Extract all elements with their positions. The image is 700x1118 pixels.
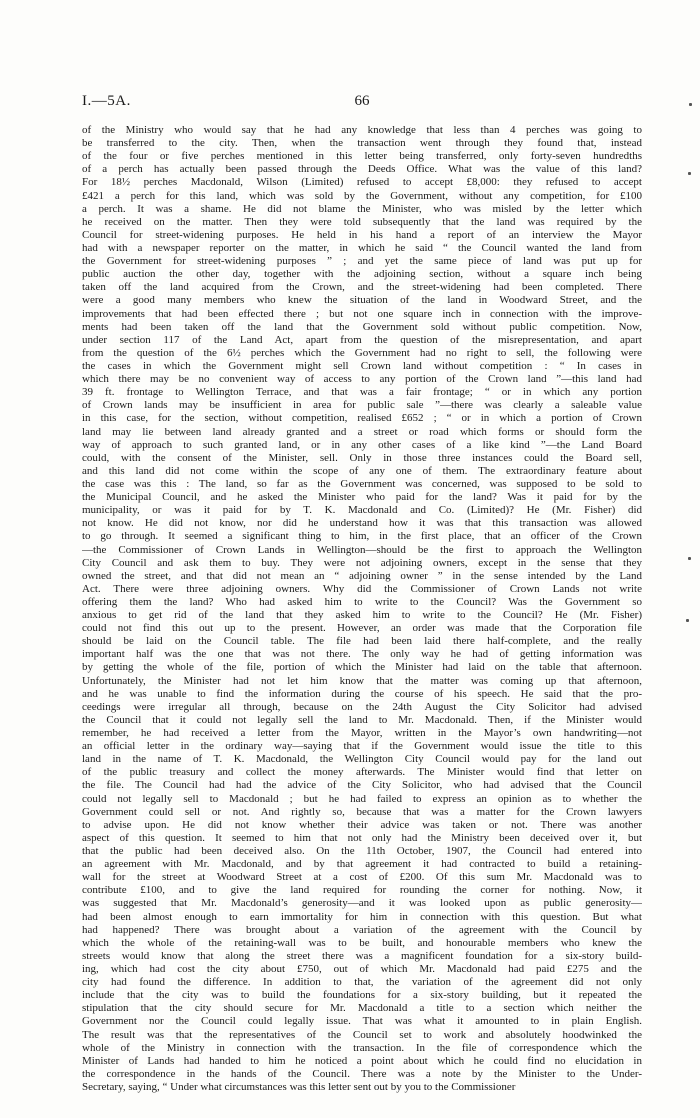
text-line: the Municipal Council, and he asked the Minister who paid for the land? Was it paid for by the bbox=[82, 491, 642, 504]
margin-mark bbox=[688, 557, 691, 560]
text-line: from the question of the 6½ perches which the Government had no right to sell, the following were bbox=[82, 346, 642, 359]
text-line: of the four or five perches mentioned in this letter being transferred, only forty-seven hundredths bbox=[82, 150, 642, 163]
text-line: owned the street, and that did not mean an “ adjoining owner ” in the sense intended by the Land bbox=[82, 569, 642, 582]
text-line: —the Commissioner of Crown Lands in Wellington—should be the first to approach the Wellington bbox=[82, 543, 642, 556]
text-line: of Crown lands may be insufficient in area for public sale ”—there was clearly a saleable value bbox=[82, 399, 642, 412]
text-line: anxious to get rid of the land that they asked him to write to the Council? He (Mr. Fisher) bbox=[82, 609, 642, 622]
text-line: municipality, or was it paid for by T. K. Macdonald and Co. (Limited)? He (Mr. Fisher) did bbox=[82, 504, 642, 517]
text-line: wall for the street at Woodward Street at a cost of £200. Of this sum Mr. Macdonald was to bbox=[82, 871, 642, 884]
text-line: he received on the matter. Then they were told subsequently that the land was required by the bbox=[82, 215, 642, 228]
text-line: ceedings were irregular all through, because on the 24th August the City Solicitor had advised bbox=[82, 700, 642, 713]
text-line: important half was the one that was not there. The only way he had of getting information was bbox=[82, 648, 642, 661]
text-line: that the public had been deceived also. On the 11th October, 1907, the Council had entered into bbox=[82, 845, 642, 858]
page-header bbox=[82, 93, 642, 113]
text-line: Council for street-widening purposes. He held in his hand a report of an interview the Mayor bbox=[82, 228, 642, 241]
text-line: had with a newspaper reporter on the matter, in which he said “ the Council wanted the land from bbox=[82, 241, 642, 254]
text-line: by getting the whole of the file, portion of which the Minister had laid on the table that afternoon. bbox=[82, 661, 642, 674]
text-line: an agreement with Mr. Macdonald, and by that agreement it had contracted to build a retaining- bbox=[82, 858, 642, 871]
text-line: the Government for street-widening purposes ” ; and yet the same piece of land was put up for bbox=[82, 255, 642, 268]
text-line: should be laid on the Council table. The file had been laid there half-complete, and the really bbox=[82, 635, 642, 648]
text-line: improvements that had been effected there ; but not one square inch in connection with the improve- bbox=[82, 307, 642, 320]
text-line: could not legally sell to Macdonald ; but he had failed to express an opinion as to whether the bbox=[82, 792, 642, 805]
text-line: a perch. It was a shame. He did not blame the Minister, who was misled by the letter which bbox=[82, 202, 642, 215]
text-line: city had found the difference. In addition to that, the variation of the agreement did not only bbox=[82, 976, 642, 989]
text-line: and he was unable to find the information during the course of his speech. He said that the pro- bbox=[82, 687, 642, 700]
text-line: the correspondence in the hands of the Council. There was a note by the Minister to the Under- bbox=[82, 1067, 642, 1080]
text-line: contribute £100, and to give the land required for rounding the corner for nothing. Now, it bbox=[82, 884, 642, 897]
text-line: and this land did not come within the scope of any one of them. The extraordinary feature about bbox=[82, 464, 642, 477]
margin-mark bbox=[686, 619, 689, 622]
text-line: Secretary, saying, “ Under what circumstances was this letter sent out by you to the Commissioner bbox=[82, 1080, 516, 1093]
text-line: remember, he had received a letter from the Mayor, written in the Mayor’s own handwriting—not bbox=[82, 727, 642, 740]
margin-mark bbox=[688, 172, 691, 175]
text-line: £421 a perch for this land, which was sold by the Government, without any competition, for £100 bbox=[82, 189, 642, 202]
text-line: include that the city was to build the foundations for a six-story building, but it repeated the bbox=[82, 989, 642, 1002]
text-line: to go through. It seemed a significant thing to him, in the first place, that an officer of the Crown bbox=[82, 530, 642, 543]
text-line: City Council and ask them to buy. They were not adjoining owners, except in the sense that they bbox=[82, 556, 642, 569]
text-line: had been almost enough to earn immortality for him in connection with this question. But what bbox=[82, 910, 642, 923]
text-line: land may lie between land already granted and a street or road which forms or should form the bbox=[82, 425, 642, 438]
text-line: the cases in which the Government might sell Crown land without competition : “ In cases in bbox=[82, 359, 642, 372]
text-line: could, with the consent of the Minister, sell. Only in those three instances could the Board sell, bbox=[82, 451, 642, 464]
text-line: Act. There were three adjoining owners. Why did the Commissioner of Crown Lands not write bbox=[82, 582, 642, 595]
text-line: way of approach to such granted land, or in any other cases of a like kind ”—the Land Board bbox=[82, 438, 642, 451]
text-line: the Council that it could not legally sell the land to Mr. Macdonald. Then, if the Minister would bbox=[82, 713, 642, 726]
text-line: had happened? There was brought about a variation of the agreement with the Council by bbox=[82, 923, 642, 936]
text-line: ments had been taken off the land that the Government sold without public competition. Now, bbox=[82, 320, 642, 333]
text-line: ing, which had cost the city about £750, out of which Mr. Macdonald had paid £275 and the bbox=[82, 963, 642, 975]
text-line: offering them the land? Who had asked him to write to the Council? Was the Government so bbox=[82, 595, 642, 608]
text-line: The result was that the representatives of the Council set to work and absolutely hoodwinked the bbox=[82, 1028, 642, 1041]
text-line: aspect of this question. It seemed to him that not only had the Ministry been deceived over it, but bbox=[82, 831, 642, 844]
text-line: to advise upon. He did not know whether their advice was taken or not. There was another bbox=[82, 818, 642, 831]
text-line: be transferred to the city. Then, when the transaction went through they found that, instead bbox=[82, 137, 642, 150]
text-line: was suggested that Mr. Macdonald’s generosity—and it was looked upon as public generosity— bbox=[82, 897, 642, 910]
text-line: which there may be no convenient way of access to any portion of the Crown land ”—this land had bbox=[82, 373, 642, 386]
text-line: whole of the Ministry in connection with the transaction. In the file of correspondence which the bbox=[82, 1041, 642, 1054]
text-line: For 18½ perches Macdonald, Wilson (Limited) refused to accept £8,000: they refused to accept bbox=[82, 176, 642, 189]
text-line: Unfortunately, the Minister had not let him know that the matter was coming up that afternoon, bbox=[82, 674, 642, 687]
text-line: the case was this : The land, so far as the Government was concerned, was supposed to be sold to bbox=[82, 477, 642, 490]
text-line: could not find this out up to the present. However, an order was made that the Corporation file bbox=[82, 622, 642, 635]
text-line: an official letter in the ordinary way—saying that if the Government would issue the title to this bbox=[82, 740, 642, 753]
text-line: of the Ministry who would say that he had any knowledge that less than 4 perches was going to bbox=[82, 124, 642, 136]
text-line: public auction the other day, together with the adjoining section, without a square inch being bbox=[82, 268, 642, 281]
text-line: Government could sell or not. And rightly so, because that was a matter for the Crown lawyers bbox=[82, 805, 642, 818]
text-line: in this case, for the section, without competition, realised £652 ; “ or in which a portion of Crown bbox=[82, 412, 642, 425]
text-line: which the whole of the retaining-wall was to be built, and honourable members who knew the bbox=[82, 936, 642, 949]
text-line: Minister of Lands had handed to him he noticed a point about which he could find no elucidation in bbox=[82, 1054, 642, 1067]
text-line: Government nor the Council could legally issue. That was what it amounted to in plain English. bbox=[82, 1015, 642, 1028]
text-line: under section 117 of the Land Act, apart from the question of the misrepresentation, and apart bbox=[82, 333, 642, 346]
body-text bbox=[82, 124, 642, 1094]
text-line: not know. He did not know, nor did he understand how it was that this transaction was allowed bbox=[82, 517, 642, 530]
page-number: 66 bbox=[354, 93, 370, 109]
text-line: streets would know that along the street there was a magnificent foundation for a six-story build- bbox=[82, 949, 642, 962]
text-line: were a good many members who knew the situation of the land in Woodward Street, and the bbox=[82, 294, 642, 307]
text-line: taken off the land acquired from the Crown, and the street-widening had been completed. There bbox=[82, 281, 642, 294]
text-line: of a perch has actually been passed through the Deeds Office. What was the value of this land? bbox=[82, 163, 642, 176]
text-line: of the public treasury and collect the money afterwards. The Minister would find that letter on bbox=[82, 766, 642, 779]
text-line: 39 ft. frontage to Wellington Terrace, and that was a fair frontage; “ or in which any portion bbox=[82, 386, 642, 399]
margin-mark bbox=[689, 103, 692, 106]
document-reference: I.—5A. bbox=[82, 93, 131, 109]
text-line: the file. The Council had had the advice of the City Solicitor, who had advised that the Council bbox=[82, 779, 642, 792]
text-line: land in the name of T. K. Macdonald, the Wellington City Council would pay for the land out bbox=[82, 753, 642, 766]
text-line: stipulation that the city should secure for Mr. Macdonald a title to a section which neither the bbox=[82, 1002, 642, 1015]
